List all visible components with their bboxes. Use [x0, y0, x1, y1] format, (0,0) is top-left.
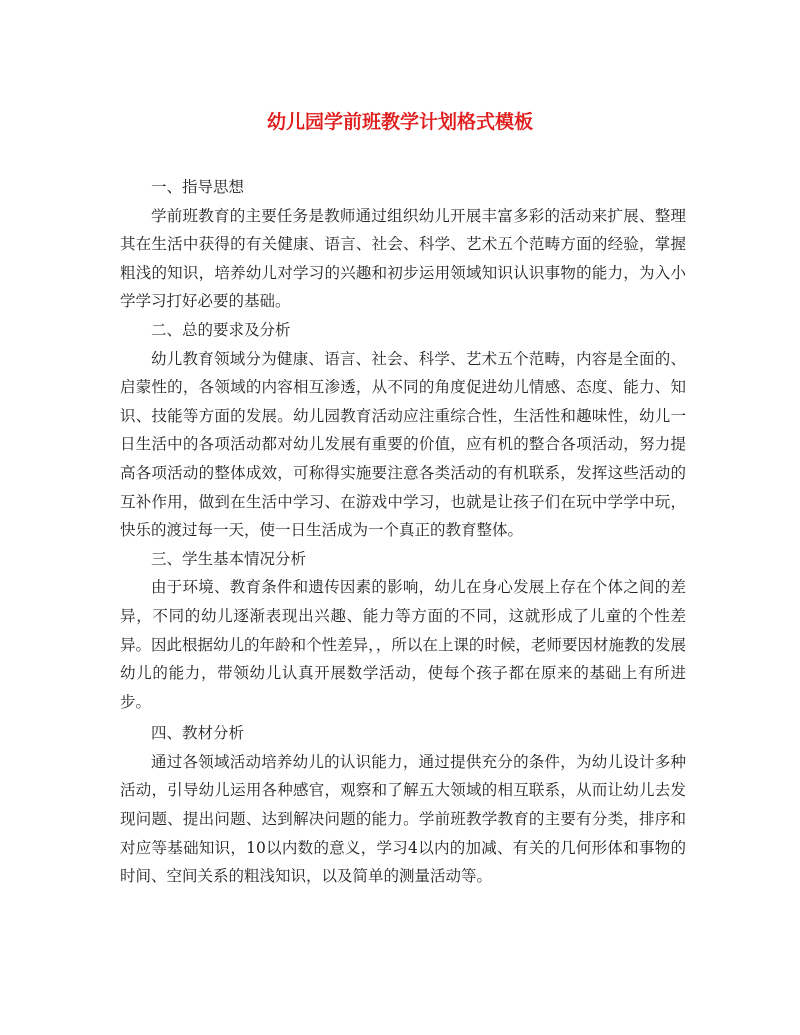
section-paragraph: 学前班教育的主要任务是教师通过组织幼儿开展丰富多彩的活动来扩展、整理其在生活中获得的有关健康、语言、社会、科学、艺术五个范畴方面的经验，掌握粗浅的知识，培养幼儿对学习的兴趣和初步运用领域知识认识事物的能力，为入小学学习打好必要的基础。 [120, 206, 686, 311]
section-paragraph: 幼儿教育领域分为健康、语言、社会、科学、艺术五个范畴，内容是全面的、启蒙性的，各领域的内容相互渗透，从不同的角度促进幼儿情感、态度、能力、知识、技能等方面的发展。幼儿园教育活动应注重综合性，生活性和趣味性，幼儿一日生活中的各项活动都对幼儿发展有重要的价值，应有机的整合各项活动，努力提高各项活动的整体成效，可称得实施要注意各类活动的有机联系，发挥这些活动的互补作用，做到在生活中学习、在游戏中学习，也就是让孩子们在玩中学学中玩，快乐的渡过每一天，使一日生活成为一个真正的教育整体。 [120, 349, 686, 540]
section-heading-general-requirements: 二、总的要求及分析 [151, 320, 291, 339]
section-heading-textbook-analysis: 四、教材分析 [151, 724, 245, 743]
section-heading-guiding-ideology: 一、指导思想 [151, 178, 245, 196]
document-title: 幼儿园学前班教学计划格式模板 [266, 111, 533, 133]
section-heading-student-analysis: 三、学生基本情况分析 [151, 549, 307, 568]
document-body [120, 173, 686, 891]
section-paragraph: 由于环境、教育条件和遗传因素的影响，幼儿在身心发展上存在个体之间的差异，不同的幼儿逐渐表现出兴趣、能力等方面的不同，这就形成了儿童的个性差异。因此根据幼儿的年龄和个性差异，，所以在上课的时候，老师要因材施教的发展幼儿的能力，带领幼儿认真开展数学活动，使每个孩子都在原来的基础上有所进步。 [120, 578, 686, 711]
section-paragraph: 通过各领域活动培养幼儿的认识能力，通过提供充分的条件，为幼儿设计多种活动，引导幼儿运用各种感官，观察和了解五大领域的相互联系，从而让幼儿去发现问题、提出问题、达到解决问题的能力。学前班教学教育的主要有分类，排序和对应等基础知识，10以内数的意义，学习4以内的加减、有关的几何形体和事物的时间、空间关系的粗浅知识，以及简单的测量活动等。 [120, 752, 686, 886]
